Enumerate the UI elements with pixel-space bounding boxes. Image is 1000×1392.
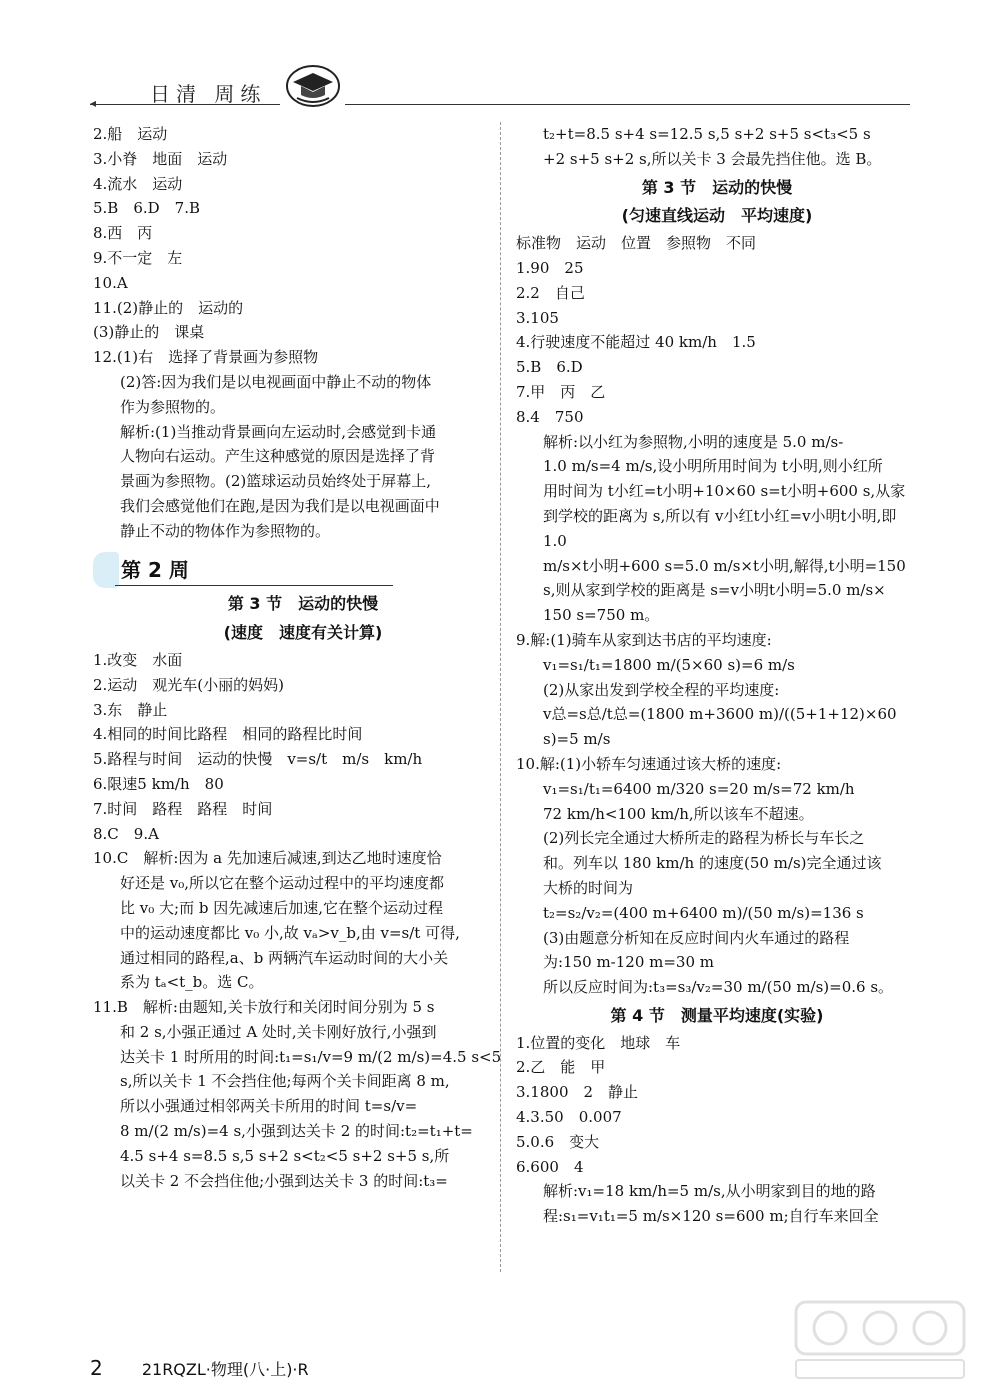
week-heading: 第 2 周 (93, 558, 513, 583)
section-title: 第 3 节 运动的快慢 (641, 177, 793, 197)
header-rule-right (345, 104, 910, 105)
answer-line: s,则从家到学校的距离是 s=v小明t小明=5.0 m/s× (543, 581, 886, 600)
answer-line: t₂+t=8.5 s+4 s=12.5 s,5 s+2 s+5 s<t₃<5 s (543, 125, 871, 143)
answer-line: 4.相同的时间比路程 相同的路程比时间 (93, 725, 363, 744)
section-title: 第 4 节 测量平均速度(实验) (610, 1005, 824, 1025)
page-header (90, 70, 910, 110)
answer-line: 6.限速5 km/h 80 (93, 774, 224, 793)
answer-line: (3)静止的 课桌 (93, 323, 205, 342)
answer-line: 人物向右运动。产生这种感觉的原因是选择了背 (120, 447, 436, 466)
answer-line: 和。列车以 180 km/h 的速度(50 m/s)完全通过该 (543, 854, 882, 873)
header-title: 日清 周练 (150, 82, 267, 106)
answer-line: 9.不一定 左 (93, 248, 183, 267)
header-rule (90, 104, 280, 105)
answer-line: 程:s₁=v₁t₁=5 m/s×120 s=600 m;自行车来回全 (543, 1207, 879, 1226)
answer-line: 3.东 静止 (93, 700, 168, 719)
answer-line: 4.3.50 0.007 (516, 1108, 622, 1127)
section-subtitle: (速度 速度有关计算) (223, 623, 383, 643)
watermark-logo (790, 1296, 970, 1384)
answer-line: 3.105 (516, 308, 559, 327)
page-footer (90, 1356, 309, 1380)
answer-line: 10.C 解析:因为 a 先加速后减速,到达乙地时速度恰 (93, 849, 442, 868)
answer-line: 用时间为 t小红=t小明+10×60 s=t小明+600 s,从家 (543, 482, 906, 501)
answer-line: 1.改变 水面 (93, 650, 183, 669)
page-number: 2 (90, 1356, 103, 1380)
answer-line: 我们会感觉他们在跑,是因为我们是以电视画面中 (120, 496, 440, 515)
answer-line: (3)由题意分析知在反应时间内火车通过的路程 (543, 928, 850, 947)
answer-line: 作为参照物的。 (120, 397, 226, 416)
arrow-icon: ◂ (90, 96, 97, 110)
answer-line: v₁=s₁/t₁=6400 m/320 s=20 m/s=72 km/h (543, 779, 855, 798)
answer-line: 6.600 4 (516, 1157, 584, 1176)
answer-line: 8.西 丙 (93, 224, 153, 243)
right-column (516, 122, 918, 1229)
answer-line: t₂=s₂/v₂=(400 m+6400 m)/(50 m/s)=136 s (543, 903, 864, 922)
answer-line: s,所以关卡 1 不会挡住他;每两个关卡间距离 8 m, (120, 1072, 450, 1091)
section-subtitle: (匀速直线运动 平均速度) (621, 206, 813, 226)
answer-line: 11.B 解析:由题知,关卡放行和关闭时间分别为 5 s (93, 998, 435, 1017)
answer-line: 12.(1)右 选择了背景画为参照物 (93, 348, 319, 367)
answer-line: 达关卡 1 时所用的时间:t₁=s₁/v=9 m/(2 m/s)=4.5 s<5 (120, 1047, 502, 1066)
section-title: 第 3 节 运动的快慢 (227, 594, 379, 614)
answer-line: 到学校的距离为 s,所以有 v小红t小红=v小明t小明,即 1.0 (543, 506, 902, 550)
answer-line: 5.B 6.D 7.B (93, 199, 201, 218)
answer-line: 2.2 自己 (516, 283, 585, 302)
answer-list (93, 648, 513, 1194)
answer-line: 4.流水 运动 (93, 174, 183, 193)
answer-line: 3.小脊 地面 运动 (93, 149, 228, 168)
answer-line: 5.B 6.D (516, 358, 583, 377)
answer-line: v总=s总/t总=(1800 m+3600 m)/((5+1+12)×60 s)=5 m/s (543, 705, 902, 749)
answer-line: 150 s=750 m。 (543, 606, 660, 625)
answer-line: 10.A (93, 273, 128, 292)
answer-line: (2)从家出发到学校全程的平均速度: (543, 680, 780, 699)
answer-line: 1.位置的变化 地球 车 (516, 1033, 681, 1052)
answer-line: 好还是 v₀,所以它在整个运动过程中的平均速度都 (120, 874, 445, 893)
answer-line: 解析:以小红为参照物,小明的速度是 5.0 m/s- (543, 432, 844, 451)
answer-line: 2.船 运动 (93, 125, 168, 143)
answer-line: 通过相同的路程,a、b 两辆汽车运动时间的大小关 (120, 948, 449, 967)
answer-line: 比 v₀ 大;而 b 因先减速后加速,它在整个运动过程 (120, 898, 443, 917)
answer-line: 8 m/(2 m/s)=4 s,小强到达关卡 2 的时间:t₂=t₁+t= (120, 1122, 473, 1141)
answer-list (516, 231, 918, 1000)
answer-line: 标准物 运动 位置 参照物 不同 (516, 234, 757, 253)
answer-line: (2)答:因为我们是以电视画面中静止不动的物体 (120, 372, 432, 391)
answer-line: 静止不动的物体作为参照物的。 (120, 521, 331, 540)
answer-line: +2 s+5 s+2 s,所以关卡 3 会最先挡住他。选 B。 (543, 149, 882, 168)
answer-line: 2.乙 能 甲 (516, 1058, 606, 1077)
answer-line: 1.0 m/s=4 m/s,设小明所用时间为 t小明,则小红所 (543, 457, 883, 476)
answer-line: 5.0.6 变大 (516, 1132, 600, 1151)
answer-line: (2)列长完全通过大桥所走的路程为桥长与车长之 (543, 829, 865, 848)
answer-line: 4.5 s+4 s=8.5 s,5 s+2 s<t₂<5 s+2 s+5 s,所 (120, 1146, 450, 1165)
answer-line: 景画为参照物。(2)篮球运动员始终处于屏幕上, (120, 472, 432, 491)
answer-line: 11.(2)静止的 运动的 (93, 298, 244, 317)
answer-line: 2.运动 观光车(小丽的妈妈) (93, 675, 285, 694)
answer-line: 解析:v₁=18 km/h=5 m/s,从小明家到目的地的路 (543, 1182, 876, 1201)
book-code: 21RQZL·物理(八·上)·R (141, 1360, 309, 1379)
answer-line: 系为 tₐ<t_b。选 C。 (120, 973, 264, 992)
answer-line: v₁=s₁/t₁=1800 m/(5×60 s)=6 m/s (543, 655, 795, 674)
answer-line: 7.甲 丙 乙 (516, 382, 606, 401)
answer-line: m/s×t小明+600 s=5.0 m/s×t小明,解得,t小明=150 (543, 556, 906, 575)
answer-line: 5.路程与时间 运动的快慢 v=s/t m/s km/h (93, 750, 423, 769)
answer-line: 9.解:(1)骑车从家到达书店的平均速度: (516, 630, 772, 649)
answer-line: 1.90 25 (516, 258, 584, 277)
answer-line: 10.解:(1)小轿车匀速通过该大桥的速度: (516, 754, 782, 773)
answer-line: 所以小强通过相邻两关卡所用的时间 t=s/v= (120, 1097, 418, 1116)
answer-line: 为:150 m-120 m=30 m (543, 953, 715, 972)
answer-list (516, 1031, 918, 1229)
answer-line: 大桥的时间为 (543, 878, 634, 897)
answer-line: 以关卡 2 不会挡住他;小强到达关卡 3 的时间:t₃= (120, 1171, 448, 1190)
answer-list (516, 122, 918, 172)
answer-line: 4.行驶速度不能超过 40 km/h 1.5 (516, 333, 756, 352)
answer-line: 所以反应时间为:t₃=s₃/v₂=30 m/(50 m/s)=0.6 s。 (543, 978, 894, 997)
answer-line: 中的运动速度都比 v₀ 小,故 vₐ>v_b,由 v=s/t 可得, (120, 923, 460, 942)
answer-line: 7.时间 路程 路程 时间 (93, 799, 273, 818)
answer-line: 3.1800 2 静止 (516, 1083, 639, 1102)
answer-line: 和 2 s,小强正通过 A 处时,关卡刚好放行,小强到 (120, 1022, 437, 1041)
answer-line: 8.C 9.A (93, 824, 159, 843)
answer-line: 8.4 750 (516, 407, 584, 426)
answer-line: 解析:(1)当推动背景画向左运动时,会感觉到卡通 (120, 422, 437, 441)
graduation-cap-icon (285, 64, 341, 108)
answer-list (93, 122, 513, 544)
answer-line: 72 km/h<100 km/h,所以该车不超速。 (543, 804, 814, 823)
left-column (93, 122, 513, 1193)
